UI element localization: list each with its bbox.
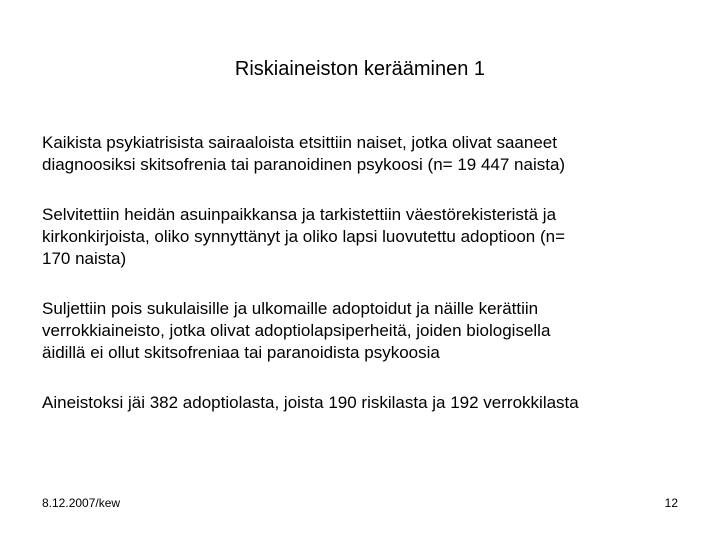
paragraph-line: äidillä ei ollut skitsofreniaa tai paranoidista psykoosia bbox=[42, 343, 440, 362]
footer-date-author: 8.12.2007/kew bbox=[42, 496, 121, 510]
paragraph-line: Aineistoksi jäi 382 adoptiolasta, joista 190 riskilasta ja 192 verrokkilasta bbox=[42, 393, 579, 412]
slide-body bbox=[42, 132, 692, 442]
paragraph-2 bbox=[42, 204, 692, 270]
paragraph-line: Suljettiin pois sukulaisille ja ulkomaille adoptoidut ja näille kerättiin bbox=[42, 299, 539, 318]
paragraph-line: Selvitettiin heidän asuinpaikkansa ja tarkistettiin väestörekisteristä ja bbox=[42, 205, 557, 224]
paragraph-3 bbox=[42, 298, 692, 364]
paragraph-1 bbox=[42, 132, 692, 176]
footer-page-number: 12 bbox=[664, 496, 678, 510]
paragraph-line: diagnoosiksi skitsofrenia tai paranoidinen psykoosi (n= 19 447 naista) bbox=[42, 155, 566, 174]
paragraph-line: kirkonkirjoista, oliko synnyttänyt ja oliko lapsi luovutettu adoptioon (n= bbox=[42, 227, 566, 246]
paragraph-line: verrokkiaineisto, jotka olivat adoptiolapsiperheitä, joiden biologisella bbox=[42, 321, 551, 340]
paragraph-line: 170 naista) bbox=[42, 249, 127, 268]
paragraph-4 bbox=[42, 392, 692, 414]
slide-title: Riskiaineiston kerääminen 1 bbox=[234, 58, 486, 80]
paragraph-line: Kaikista psykiatrisista sairaaloista etsittiin naiset, jotka olivat saaneet bbox=[42, 133, 557, 152]
